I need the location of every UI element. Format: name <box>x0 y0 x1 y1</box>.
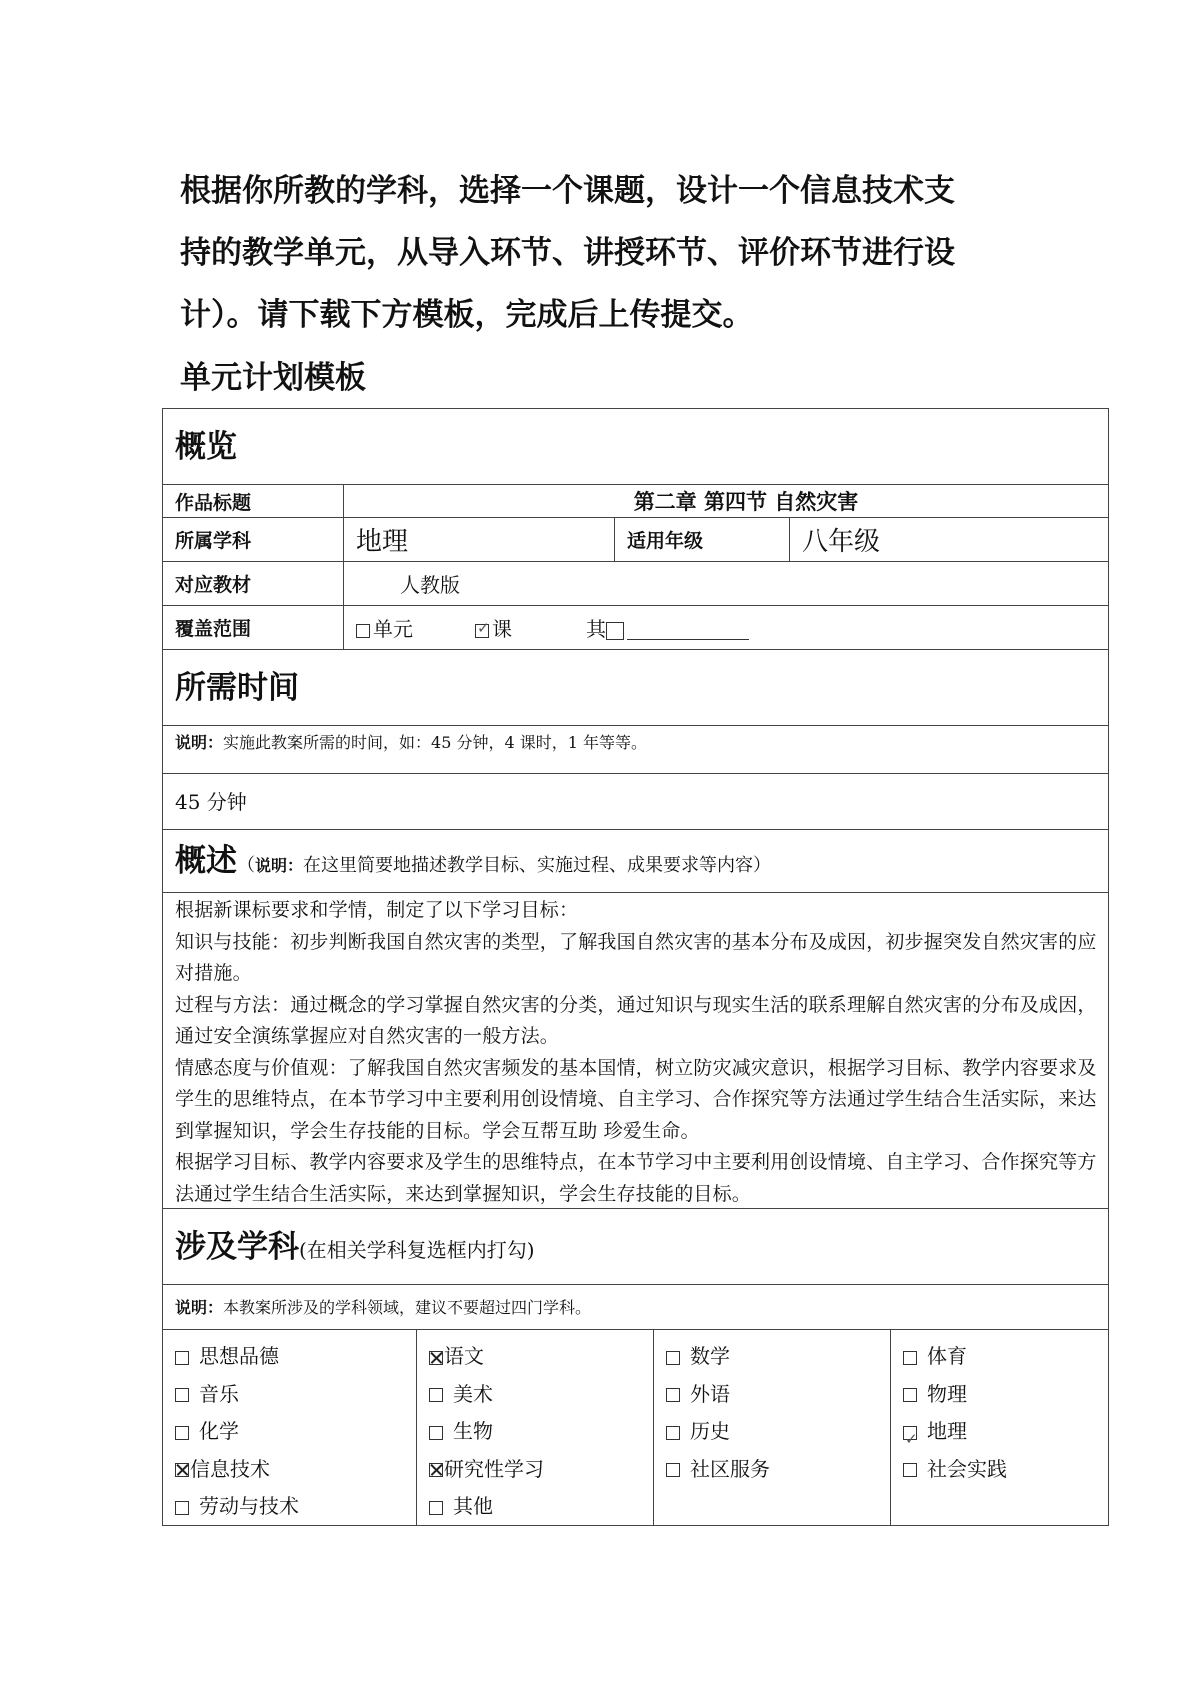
summary-paragraph: 根据新课标要求和学情，制定了以下学习目标： <box>175 899 579 921</box>
scope-option-other[interactable]: 其 <box>586 613 749 642</box>
grade-label: 适用年级 <box>627 530 704 552</box>
other-blank-line[interactable] <box>627 621 749 640</box>
subject-grade-row <box>163 518 1108 562</box>
subject-checkbox[interactable] <box>666 1388 680 1402</box>
summary-heading: 概述 <box>175 843 237 879</box>
subject-option[interactable] <box>654 1413 890 1451</box>
summary-heading-row: 概述（说明：在这里简要地描述教学目标、实施过程、成果要求等内容） <box>163 830 1108 893</box>
subject-label: 信息技术 <box>190 1456 270 1481</box>
time-value[interactable]: 45 分钟 <box>163 774 1108 830</box>
work-title-row <box>163 485 1108 518</box>
subject-label: 生物 <box>453 1419 493 1443</box>
scope-label: 覆盖范围 <box>175 618 252 640</box>
subjects-note: 说明：本教案所涉及的学科领域，建议不要超过四门学科。 <box>163 1285 1108 1330</box>
subject-option[interactable] <box>417 1338 653 1376</box>
unit-plan-form <box>162 408 1109 1526</box>
subject-option[interactable] <box>163 1376 416 1414</box>
subject-label: 劳动与技术 <box>199 1494 299 1518</box>
subject-checkbox[interactable] <box>666 1351 680 1365</box>
subjects-grid <box>163 1330 1108 1525</box>
subject-checkbox[interactable] <box>666 1463 680 1477</box>
subject-label: 美术 <box>453 1381 493 1406</box>
subject-label: 数学 <box>690 1344 730 1368</box>
subject-checkbox[interactable] <box>666 1426 680 1440</box>
subject-label: 外语 <box>690 1381 730 1406</box>
textbook-label: 对应教材 <box>175 574 252 596</box>
template-title: 单元计划模板 <box>180 360 366 396</box>
subject-checkbox[interactable] <box>903 1351 917 1365</box>
subject-option[interactable] <box>654 1338 890 1376</box>
subject-option[interactable] <box>417 1413 653 1451</box>
textbook-value[interactable]: 人教版 <box>400 573 460 597</box>
subject-option[interactable] <box>417 1451 653 1489</box>
lesson-checkbox[interactable] <box>475 624 489 638</box>
subject-checkbox[interactable] <box>903 1463 917 1477</box>
subject-checkbox[interactable] <box>175 1351 189 1365</box>
other-checkbox[interactable] <box>606 622 624 640</box>
subject-label: 地理 <box>927 1419 967 1443</box>
subject-checkbox[interactable] <box>429 1351 443 1365</box>
subject-column <box>891 1330 1108 1525</box>
subject-column <box>163 1330 417 1525</box>
subject-option[interactable] <box>654 1451 890 1489</box>
subject-option[interactable] <box>163 1413 416 1451</box>
instruction-line-1: 根据你所教的学科，选择一个课题，设计一个信息技术支 <box>180 173 955 209</box>
time-note: 说明：实施此教案所需的时间，如：45 分钟，4 课时，1 年等等。 <box>163 726 1108 774</box>
instructions <box>180 160 1040 346</box>
subject-checkbox[interactable] <box>903 1426 917 1440</box>
work-title-value[interactable]: 第二章 第四节 自然灾害 <box>633 489 859 514</box>
subject-label: 语文 <box>444 1344 484 1368</box>
subject-column <box>417 1330 654 1525</box>
subject-checkbox[interactable] <box>175 1463 189 1477</box>
subjects-heading-row <box>163 1209 1108 1285</box>
unit-checkbox[interactable] <box>356 624 370 638</box>
subject-checkbox[interactable] <box>429 1501 443 1515</box>
scope-row <box>163 606 1108 650</box>
subject-option[interactable] <box>163 1488 416 1526</box>
summary-paragraph: 情感态度与价值观：了解我国自然灾害频发的基本国情，树立防灾减灾意识，根据学习目标、教学内容要求及学生的思维特点，在本节学习中主要利用创设情境、自主学习、合作探究等方法通过学生结合生活实际，来达到掌握知识，学会生存技能的目标。学会互帮互助 珍爱生命。 <box>175 1056 1097 1142</box>
subject-checkbox[interactable] <box>429 1463 443 1477</box>
grade-value[interactable]: 八年级 <box>802 527 881 557</box>
subject-label: 研究性学习 <box>444 1456 544 1481</box>
subject-checkbox[interactable] <box>429 1426 443 1440</box>
subject-option[interactable] <box>891 1451 1108 1489</box>
subject-checkbox[interactable] <box>429 1388 443 1402</box>
subject-label: 社会实践 <box>927 1456 1007 1481</box>
subject-checkbox[interactable] <box>175 1388 189 1402</box>
subject-label: 其他 <box>453 1494 493 1518</box>
subject-checkbox[interactable] <box>175 1426 189 1440</box>
summary-paragraph: 过程与方法：通过概念的学习掌握自然灾害的分类，通过知识与现实生活的联系理解自然灾害的分布及成因，通过安全演练掌握应对自然灾害的一般方法。 <box>175 993 1097 1047</box>
subject-option[interactable] <box>891 1376 1108 1414</box>
subject-label: 化学 <box>199 1419 239 1443</box>
textbook-row <box>163 562 1108 606</box>
time-heading: 所需时间 <box>163 650 1108 726</box>
scope-option-lesson[interactable]: ✓ 课 <box>475 613 512 642</box>
work-title-label: 作品标题 <box>175 491 252 514</box>
subject-label: 所属学科 <box>175 530 252 552</box>
subject-option[interactable] <box>891 1338 1108 1376</box>
subject-checkbox[interactable] <box>175 1501 189 1515</box>
subjects-heading: 涉及学科 <box>175 1229 299 1265</box>
subject-label: 历史 <box>690 1419 730 1443</box>
subject-option[interactable] <box>163 1451 416 1489</box>
subject-option[interactable] <box>163 1338 416 1376</box>
summary-paragraph: 知识与技能：初步判断我国自然灾害的类型，了解我国自然灾害的基本分布及成因，初步握突发自然灾害的应对措施。 <box>175 930 1097 984</box>
subject-label: 音乐 <box>199 1381 239 1406</box>
summary-note: 在这里简要地描述教学目标、实施过程、成果要求等内容） <box>303 855 772 876</box>
instruction-line-3: 计）。请下载下方模板，完成后上传提交。 <box>180 297 754 333</box>
instruction-line-2: 持的教学单元，从导入环节、讲授环节、评价环节进行设 <box>180 235 955 271</box>
subject-option[interactable] <box>654 1376 890 1414</box>
subject-value[interactable]: 地理 <box>356 527 409 557</box>
overview-heading: 概览 <box>163 409 1108 485</box>
scope-option-unit[interactable]: 单元 <box>356 613 413 642</box>
subject-option[interactable] <box>891 1413 1108 1451</box>
subject-label: 思想品德 <box>199 1344 279 1368</box>
subjects-heading-note: (在相关学科复选框内打勾) <box>299 1238 535 1262</box>
subject-checkbox[interactable] <box>903 1388 917 1402</box>
subject-label: 物理 <box>927 1381 967 1406</box>
subject-option[interactable] <box>417 1488 653 1526</box>
subject-label: 社区服务 <box>690 1456 770 1481</box>
subject-column <box>654 1330 891 1525</box>
subject-label: 体育 <box>927 1344 967 1368</box>
summary-body[interactable] <box>163 893 1108 1209</box>
subject-option[interactable] <box>417 1376 653 1414</box>
summary-paragraph: 根据学习目标、教学内容要求及学生的思维特点，在本节学习中主要利用创设情境、自主学习、合作探究等方法通过学生结合生活实际，来达到掌握知识，学会生存技能的目标。 <box>175 1151 1097 1205</box>
